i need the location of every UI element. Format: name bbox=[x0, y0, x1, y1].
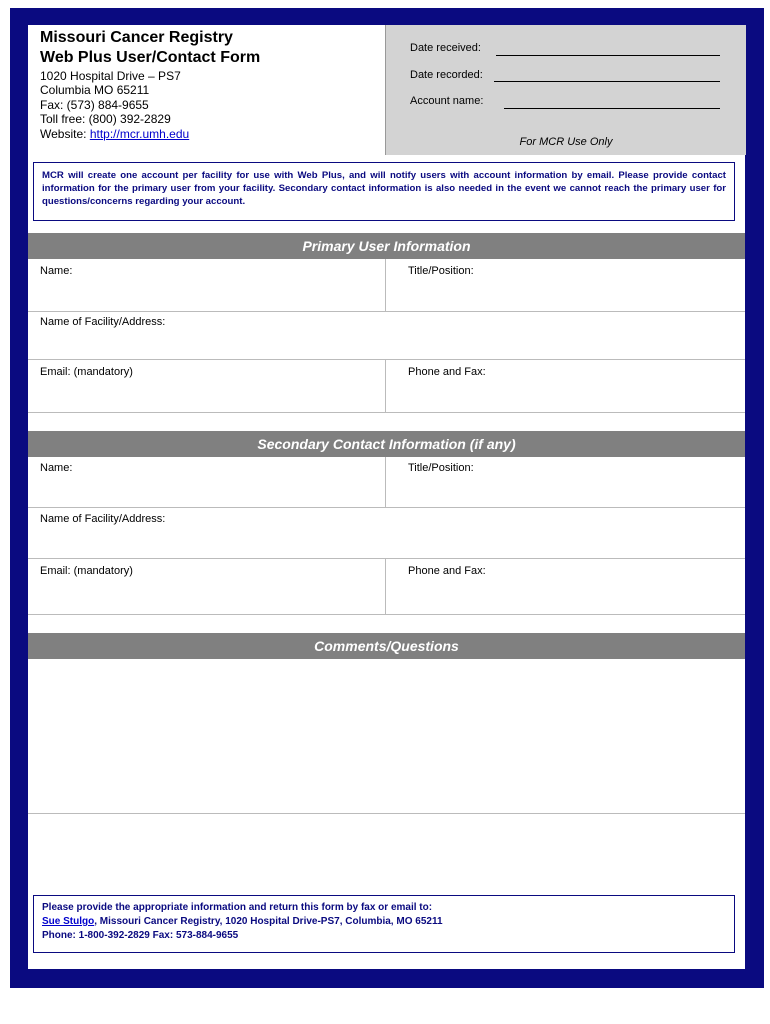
primary-phone-label: Phone and Fax: bbox=[408, 366, 486, 378]
secondary-divider-2 bbox=[385, 558, 386, 614]
secondary-facility-label: Name of Facility/Address: bbox=[40, 513, 166, 525]
website-link[interactable]: http://mcr.umh.edu bbox=[89, 127, 190, 141]
contact-address: , Missouri Cancer Registry, 1020 Hospital Drive-PS7, Columbia, MO 65211 bbox=[94, 916, 443, 927]
primary-divider-2 bbox=[385, 359, 386, 412]
address-city: Columbia MO 65211 bbox=[40, 83, 150, 97]
primary-title-label: Title/Position: bbox=[408, 265, 474, 277]
primary-section-header: Primary User Information bbox=[28, 233, 745, 259]
date-received-line[interactable] bbox=[496, 55, 720, 56]
contact-email-link[interactable]: Sue Stulgo bbox=[42, 916, 95, 927]
primary-facility-label: Name of Facility/Address: bbox=[40, 316, 166, 328]
return-instructions-line3: Phone: 1-800-392-2829 Fax: 573-884-9655 bbox=[42, 930, 239, 941]
account-name-line[interactable] bbox=[504, 108, 720, 109]
return-instructions bbox=[33, 895, 735, 953]
registry-title: Missouri Cancer Registry bbox=[40, 29, 233, 46]
address-street: 1020 Hospital Drive – PS7 bbox=[40, 69, 181, 83]
notice-box: MCR will create one account per facility for use with Web Plus, and will notify users with account information by email. Please provide contact information for the primary user from your facility. Secondary contact information is also needed in the event we cannot reach the primary user for questions/concerns regarding your account. bbox=[33, 162, 735, 221]
comments-area[interactable] bbox=[28, 659, 745, 813]
primary-divider-1 bbox=[385, 259, 386, 311]
date-recorded-label: Date recorded: bbox=[410, 69, 483, 81]
return-instructions-line2 bbox=[42, 915, 726, 929]
secondary-row-line-3 bbox=[28, 614, 745, 615]
website-label: Website: bbox=[40, 127, 90, 141]
primary-row-line-1 bbox=[28, 311, 745, 312]
primary-email-label: Email: (mandatory) bbox=[40, 366, 133, 378]
secondary-section-header: Secondary Contact Information (if any) bbox=[28, 431, 745, 457]
fax-number: Fax: (573) 884-9655 bbox=[40, 98, 149, 112]
mcr-use-note: For MCR Use Only bbox=[519, 136, 613, 148]
website bbox=[40, 127, 189, 141]
mcr-use-box bbox=[385, 25, 746, 155]
return-instructions-line1: Please provide the appropriate information and return this form by fax or email to: bbox=[42, 902, 433, 913]
account-name-label: Account name: bbox=[410, 95, 484, 107]
primary-row-line-3 bbox=[28, 412, 745, 413]
secondary-title-label: Title/Position: bbox=[408, 462, 474, 474]
primary-row-line-2 bbox=[28, 359, 745, 360]
secondary-email-label: Email: (mandatory) bbox=[40, 565, 133, 577]
primary-name-label: Name: bbox=[40, 265, 73, 277]
secondary-row-line-2 bbox=[28, 558, 745, 559]
secondary-divider-1 bbox=[385, 457, 386, 507]
tollfree-number: Toll free: (800) 392-2829 bbox=[40, 112, 171, 126]
secondary-phone-label: Phone and Fax: bbox=[408, 565, 486, 577]
form-page bbox=[28, 25, 745, 969]
secondary-name-label: Name: bbox=[40, 462, 73, 474]
date-received-label: Date received: bbox=[410, 42, 481, 54]
comments-section-header: Comments/Questions bbox=[28, 633, 745, 659]
date-recorded-line[interactable] bbox=[494, 81, 720, 82]
secondary-row-line-1 bbox=[28, 507, 745, 508]
form-title: Web Plus User/Contact Form bbox=[40, 49, 261, 66]
comments-line bbox=[28, 813, 745, 814]
